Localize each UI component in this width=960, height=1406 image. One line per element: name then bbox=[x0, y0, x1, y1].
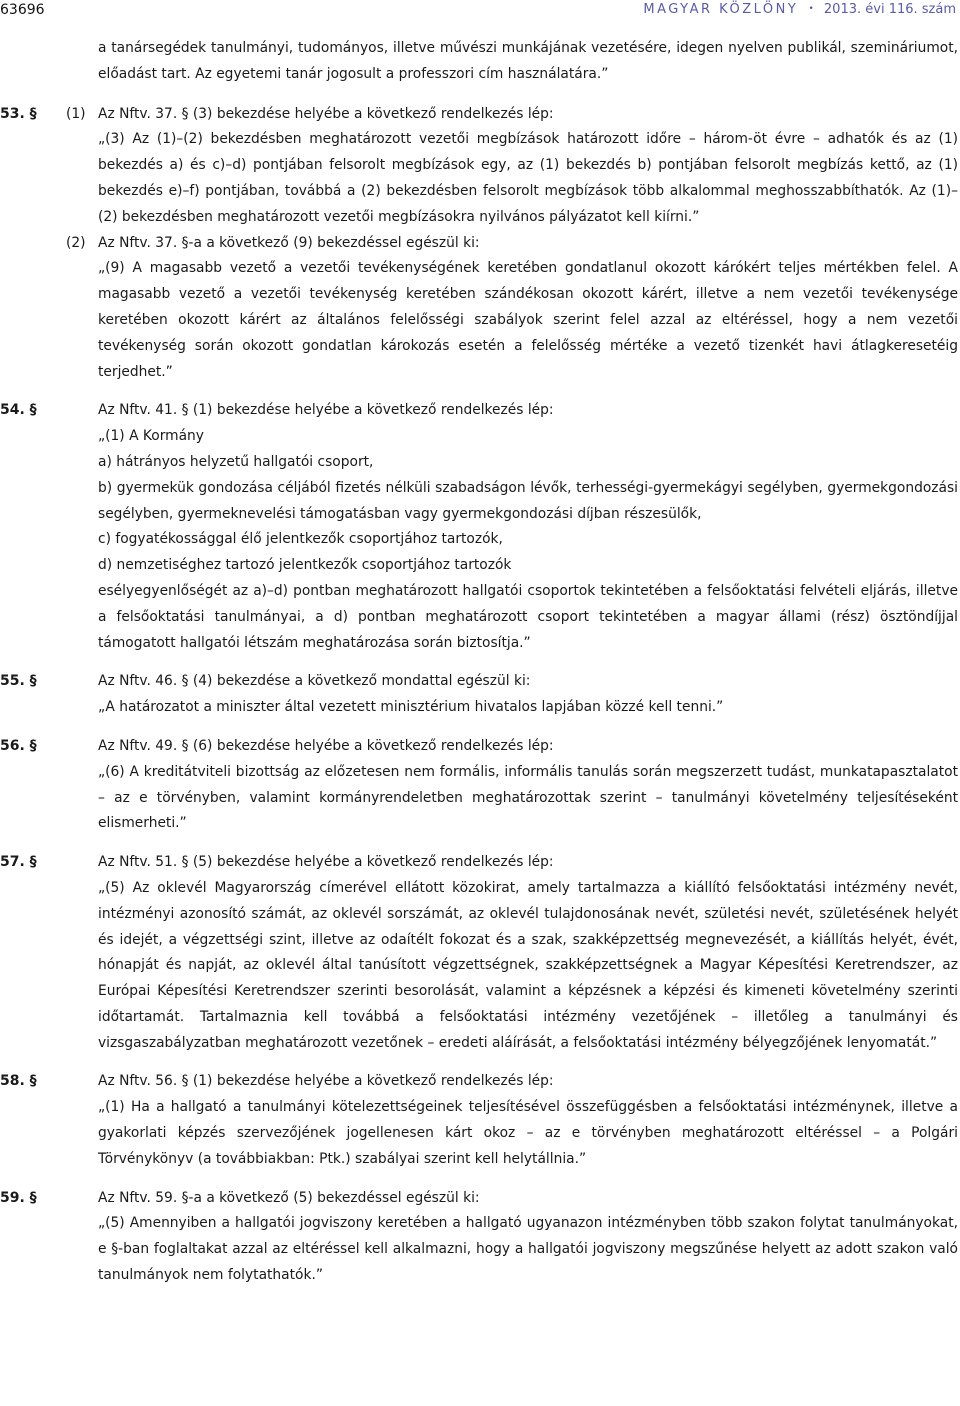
section-label: 59. § bbox=[0, 1189, 37, 1206]
section-label: 55. § bbox=[0, 673, 37, 690]
amendment-intro: Az Nftv. 51. § (5) bekezdése helyébe a következő rendelkezés lép: bbox=[98, 854, 554, 871]
amendment-quote: „(5) Az oklevél Magyarország címerével ellátott közokirat, amely tartalmazza a kiállító felsőoktatási intézmény nevét, intézményi azonosító számát, az oklevél sorszámát, az oklevél tulajdonosának nevét, születési nevét, születésének helyét és idejét, a végzettségi szint, illetve az odaítélt fokozat és a szak, szakképzettség megnevezését, a kiállítás helyét, évét, hónapját és napját, az oklevél által tanúsított végzettségnek, szakképzettségnek a Magyar Képesítési Keretrendszer, az Európai Képesítési Keretrendszer szerinti besorolását, valamint a képzésnek a képzési és kimeneti követelmény szerinti időtartamát. Tartalmaznia kell továbbá a felsőoktatási intézmény vezetőjének – illetőleg a tanulmányi és vizsgaszabályzatban meghatározott vezetőnek – eredeti aláírását, a felsőoktatási intézmény bélyegzőjének lenyomatát.” bbox=[98, 879, 958, 1051]
section-59 bbox=[0, 1186, 958, 1289]
list-item-a: a) hátrányos helyzetű hallgatói csoport, bbox=[98, 453, 374, 470]
amendment-intro: Az Nftv. 41. § (1) bekezdése helyébe a következő rendelkezés lép: bbox=[98, 402, 554, 419]
section-label: 54. § bbox=[0, 402, 37, 419]
section-label: 57. § bbox=[0, 854, 37, 871]
amendment-quote: „(1) Ha a hallgató a tanulmányi kötelezettségeinek teljesítésével összefüggésben a felsőoktatási intézménynek, illetve a gyakorlati képzés szervezőjének jogellenesen kárt okoz – az e törvényben meghatározott eltéréssel – a Polgári Törvénykönyv (a továbbiakban: Ptk.) szabályai szerint kell helytállnia.” bbox=[98, 1099, 958, 1167]
amendment-quote: „(3) Az (1)–(2) bekezdésben meghatározott vezetői megbízások határozott időre – három-öt évre – adhatók és az (1) bekezdés a) és c)–d) pontjában felsorolt megbízások egy, az (1) bekezdés b) pontjában felsorolt megbízás kettő, az (1) bekezdés e)–f) pontjában, továbbá a (2) bekezdésben felsorolt megbízások több alkalommal meghosszabbíthatók. Az (1)–(2) bekezdésben meghatározott vezetői megbízásokra nyilvános pályázatot kell kiírni.” bbox=[98, 131, 958, 225]
document-body bbox=[0, 36, 958, 1289]
subsection-1 bbox=[66, 102, 958, 231]
page-number: 63696 bbox=[0, 2, 45, 18]
amendment-quote: „(9) A magasabb vezető a vezetői tevékenységének keretében gondatlanul okozott kárókért teljes mértékben felel. A magasabb vezető a vezetői tevékenység keretében szándékosan okozott kárért, illetve a nem vezetői tevékenysége keretében okozott kárért az általános felelősségi szabályok szerint felel azzal az eltéréssel, hogy a nem vezetői tevékenység során okozott gondatlan károkozás esetén a felelősség mértéke a vezető tizenkét havi átlagkeresetéig terjedhet.” bbox=[98, 260, 958, 380]
intro-paragraph: a tanársegédek tanulmányi, tudományos, illetve művészi munkájának vezetésére, idegen nyelven publikál, szemináriumot, előadást tart. Az egyetemi tanár jogosult a professzori cím használatára.” bbox=[98, 40, 958, 82]
amendment-intro: Az Nftv. 37. §-a a következő (9) bekezdéssel egészül ki: bbox=[98, 234, 480, 251]
amendment-quote-start: „(1) A Kormány bbox=[98, 428, 204, 445]
subsection-2 bbox=[66, 231, 958, 386]
list-item-c: c) fogyatékossággal élő jelentkezők csoportjához tartozók, bbox=[98, 531, 503, 548]
amendment-intro: Az Nftv. 49. § (6) bekezdése helyébe a következő rendelkezés lép: bbox=[98, 737, 554, 754]
amendment-quote: „(6) A kreditátviteli bizottság az előzetesen nem formális, informális tanulás során megszerzett tudást, munkatapasztalatot – az e törvényben, valamint kormányrendeletben meghatározottak szerint – tanulmányi követelmény teljesítéseként elismerheti.” bbox=[98, 763, 958, 832]
section-58 bbox=[0, 1069, 958, 1172]
issue-label: 2013. évi 116. szám bbox=[823, 2, 956, 17]
amendment-quote: „A határozatot a miniszter által vezetett minisztérium hivatalos lapjában közzé kell tenni.” bbox=[98, 699, 724, 716]
amendment-quote: „(5) Amennyiben a hallgatói jogviszony keretében a hallgató ugyanazon intézményben több szakon folytat tanulmányokat, e §-ban foglaltakat azzal az eltéréssel kell alkalmazni, hogy a hallgatói jogviszony megszűnése helyett az adott szakon való tanulmányok nem folytathatók.” bbox=[98, 1215, 958, 1284]
amendment-intro: Az Nftv. 46. § (4) bekezdése a következő mondattal egészül ki: bbox=[98, 673, 531, 690]
amendment-intro: Az Nftv. 56. § (1) bekezdése helyébe a következő rendelkezés lép: bbox=[98, 1073, 554, 1090]
section-57 bbox=[0, 850, 958, 1056]
page-header bbox=[0, 0, 960, 24]
section-label: 53. § bbox=[0, 105, 37, 122]
section-56 bbox=[0, 734, 958, 837]
section-54 bbox=[0, 398, 958, 656]
amendment-intro: Az Nftv. 59. §-a a következő (5) bekezdéssel egészül ki: bbox=[98, 1189, 480, 1206]
section-55 bbox=[0, 669, 958, 721]
subsection-label: (2) bbox=[66, 234, 86, 251]
section-53 bbox=[0, 102, 958, 386]
list-item-d: d) nemzetiséghez tartozó jelentkezők csoportjához tartozók bbox=[98, 557, 512, 574]
journal-title: MAGYAR KÖZLÖNY bbox=[643, 2, 799, 17]
list-item-b: b) gyermekük gondozása céljából fizetés nélküli szabadságon lévők, terhességi-gyermekágyi segélyben, gyermekgondozási segélyben, gyermeknevelési támogatásban vagy gyermekgondozási díjban részesülők, bbox=[98, 479, 958, 522]
header-bullet: • bbox=[808, 4, 814, 14]
journal-header bbox=[643, 2, 956, 17]
section-label: 56. § bbox=[0, 737, 37, 754]
subsection-label: (1) bbox=[66, 105, 86, 122]
amendment-quote-end: esélyegyenlőségét az a)–d) pontban meghatározott hallgatói csoportok tekintetében a felsőoktatási felvételi eljárás, illetve a felsőoktatási tanulmányai, a d) pontban meghatározott csoport tekintetében a magyar állami (rész) ösztöndíjjal támogatott hallgatói létszám meghatározása során biztosítja.” bbox=[98, 582, 958, 651]
amendment-intro: Az Nftv. 37. § (3) bekezdése helyébe a következő rendelkezés lép: bbox=[98, 105, 554, 122]
section-label: 58. § bbox=[0, 1073, 37, 1090]
